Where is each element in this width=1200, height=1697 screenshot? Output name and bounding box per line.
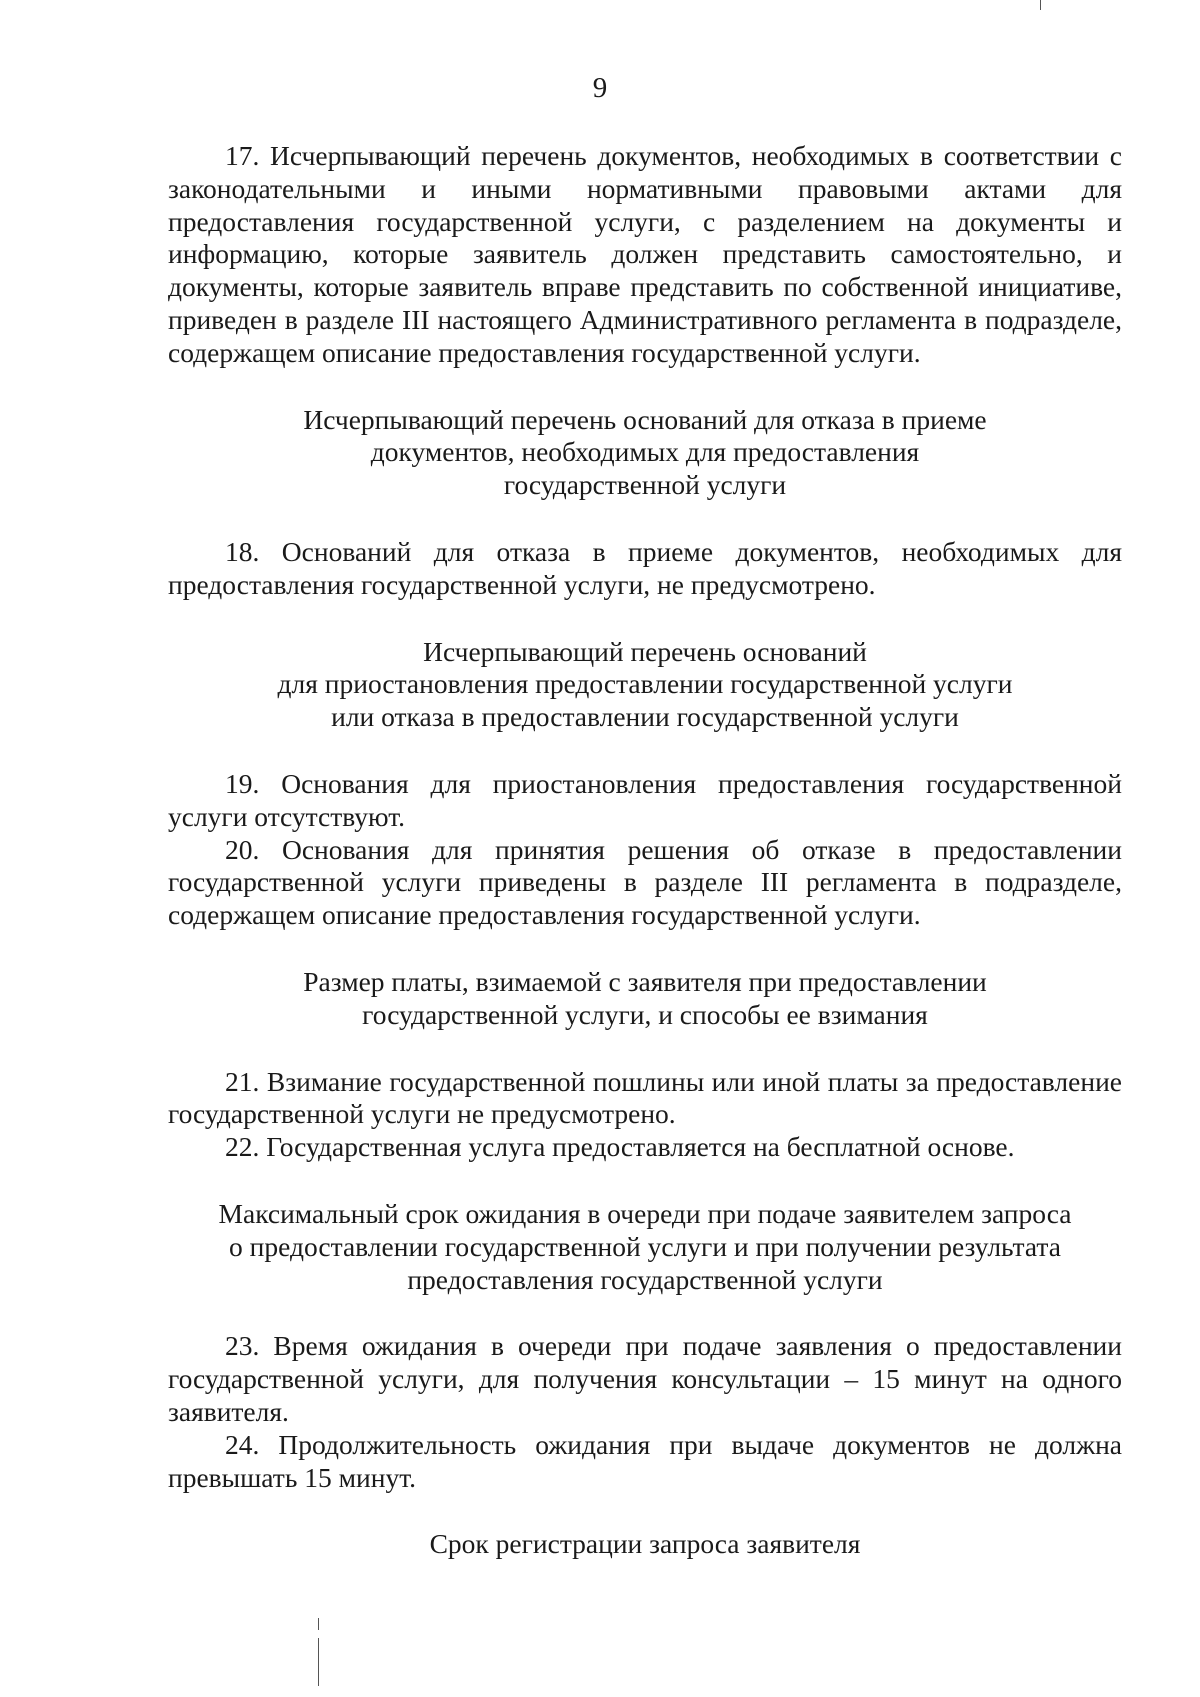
heading-line: документов, необходимых для предоставления [370, 436, 920, 468]
paragraph-17: 17. Исчерпывающий перечень документов, необходимых в соответствии с законодательными и иными нормативными правовыми актами для предоставления государственной услуги, с разделением на документы и информацию, которые заявитель должен представить самостоятельно, и документы, которые заявитель вправе представить по собственной инициативе, приведен в разделе III настоящего Административного регламента в подразделе, содержащем описание предоставления государственной услуги. [168, 140, 1122, 368]
paragraph-23: 23. Время ожидания в очереди при подаче заявления о предоставлении государственной услуги, для получения консультации – 15 минут на одного заявителя. [168, 1330, 1122, 1427]
heading-line: государственной услуги [503, 469, 787, 501]
section-heading-registration-term [168, 1528, 1122, 1561]
scan-artifact-mark [1040, 0, 1041, 10]
heading-line: Исчерпывающий перечень оснований [423, 635, 867, 667]
scan-artifact-mark [318, 1618, 319, 1630]
section-heading-suspension-grounds [168, 636, 1122, 734]
paragraph-18: 18. Оснований для отказа в приеме документов, необходимых для предоставления государственной услуги, не предусмотрено. [168, 535, 1122, 600]
paragraph-20: 20. Основания для принятия решения об отказе в предоставлении государственной услуги приведены в разделе III регламента в подразделе, содержащем описание предоставления государственной услуги. [168, 833, 1122, 931]
heading-line: Размер платы, взимаемой с заявителя при предоставлении [303, 965, 987, 997]
document-body [168, 140, 1122, 1561]
section-heading-refusal-grounds [168, 404, 1122, 502]
scan-artifact-mark [318, 1638, 319, 1686]
section-heading-queue-time [168, 1198, 1122, 1296]
heading-line: государственной услуги, и способы ее взимания [362, 998, 928, 1030]
heading-line: для приостановления предоставлении государственной услуги [277, 668, 1013, 700]
heading-line: Срок регистрации запроса заявителя [429, 1528, 861, 1560]
paragraph-19: 19. Основания для приостановления предоставления государственной услуги отсутствуют. [168, 767, 1122, 832]
paragraph-21: 21. Взимание государственной пошлины или иной платы за предоставление государственной услуги не предусмотрено. [168, 1065, 1122, 1130]
section-heading-fee [168, 966, 1122, 1032]
heading-line: или отказа в предоставлении государственной услуги [331, 701, 959, 733]
heading-line: Исчерпывающий перечень оснований для отказа в приеме [303, 403, 987, 435]
heading-line: предоставления государственной услуги [407, 1263, 883, 1295]
paragraph-24: 24. Продолжительность ожидания при выдаче документов не должна превышать 15 минут. [168, 1428, 1122, 1493]
paragraph-22: 22. Государственная услуга предоставляется на бесплатной основе. [225, 1131, 1015, 1163]
heading-line: о предоставлении государственной услуги и при получении результата [229, 1230, 1061, 1262]
heading-line: Максимальный срок ожидания в очереди при подаче заявителем запроса [218, 1197, 1072, 1229]
page-number: 9 [592, 72, 608, 104]
